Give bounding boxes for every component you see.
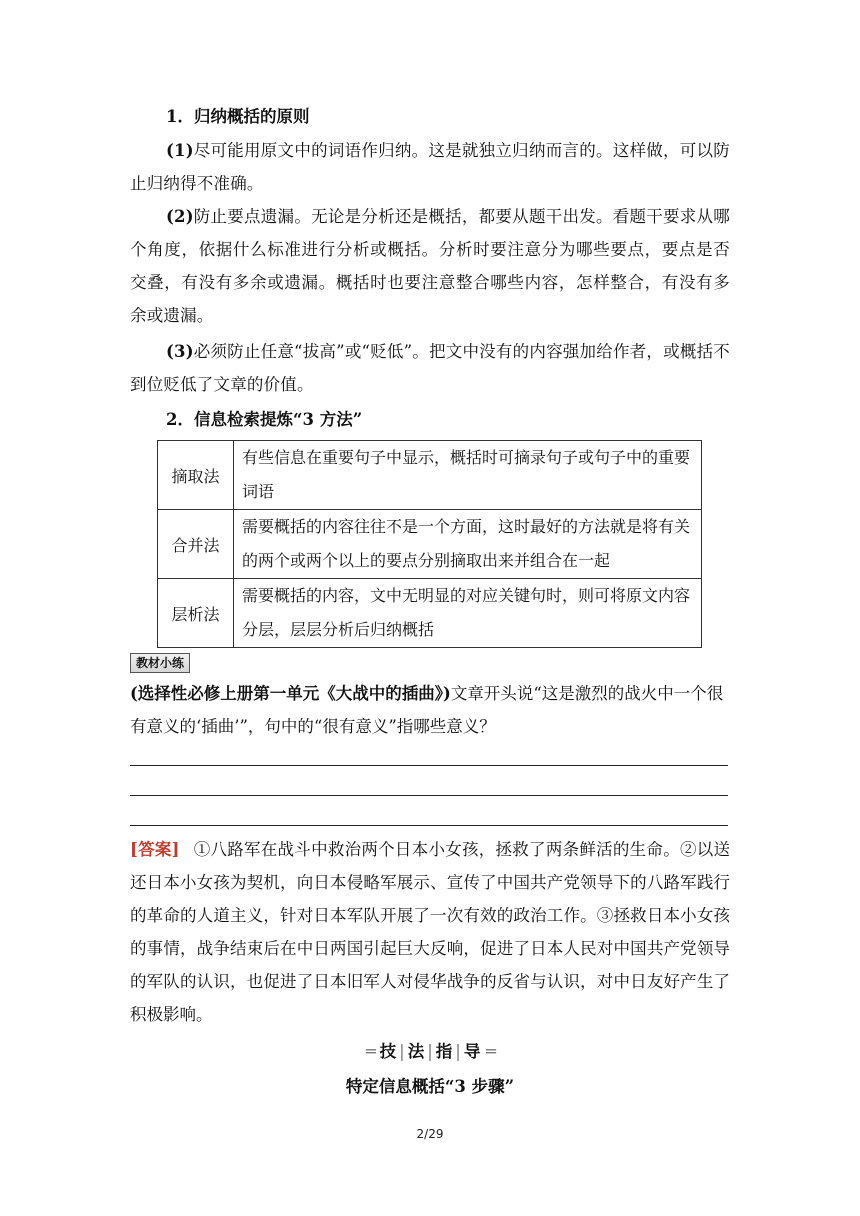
- principle-3-text: 必须防止任意“拔高”或“贬低”。把文中没有的内容强加给作者，或概括不到位贬低了文章的价值。: [130, 342, 730, 394]
- method-name: 合并法: [158, 510, 234, 579]
- principle-1-number: (1): [166, 141, 194, 160]
- answer-line: [130, 825, 728, 826]
- principle-paragraph-3: [130, 335, 730, 401]
- steps-subtitle: 特定信息概括“3 步骤”: [345, 1077, 515, 1096]
- banner-char: 法: [407, 1042, 425, 1061]
- principle-3-number: (3): [166, 342, 194, 361]
- method-description: 需要概括的内容，文中无明显的对应关键句时，则可将原文内容分层，层层分析后归纳概括: [234, 579, 702, 648]
- principle-1-text: 尽可能用原文中的词语作归纳。这是就独立归纳而言的。这样做，可以防止归纳得不准确。: [130, 141, 730, 193]
- method-description: 需要概括的内容往往不是一个方面，这时最好的方法就是将有关的两个或两个以上的要点分别摘取出来并组合在一起: [234, 510, 702, 579]
- exercise-tag: 教材小练: [130, 653, 190, 673]
- principle-paragraph-1: [130, 134, 730, 200]
- banner-left-decoration: ═: [365, 1042, 374, 1061]
- principle-paragraph-2: [130, 200, 730, 332]
- method-name: 层析法: [158, 579, 234, 648]
- banner-separator: |: [427, 1042, 433, 1061]
- table-row: [158, 510, 702, 579]
- method-description: 有些信息在重要句子中显示，概括时可摘录句子或句子中的重要词语: [234, 441, 702, 510]
- exercise-question: [130, 677, 730, 743]
- banner-char: 导: [463, 1042, 481, 1061]
- exercise-source: (选择性必修上册第一单元《大战中的插曲》): [130, 684, 451, 703]
- method-name: 摘取法: [158, 441, 234, 510]
- banner-char: 技: [379, 1042, 397, 1061]
- banner-separator: |: [399, 1042, 405, 1061]
- technique-banner: [0, 1038, 860, 1062]
- exercise-question-text: 文章开头说“这是激烈的战火中一个很有意义的‘插曲’”，句中的“很有意义”指哪些意义？: [130, 684, 724, 736]
- principle-2-number: (2): [166, 207, 194, 226]
- table-row: [158, 441, 702, 510]
- answer-line: [130, 765, 728, 766]
- principle-2-text: 防止要点遗漏。无论是分析还是概括，都要从题干出发。看题干要求从哪个角度，依据什么标准进行分析或概括。分析时要注意分为哪些要点，要点是否交叠，有没有多余或遗漏。概括时也要注意整合哪些内容，怎样整合，有没有多余或遗漏。: [130, 207, 730, 325]
- answer-line: [130, 795, 728, 796]
- section2-heading: 2．信息检索提炼“3 方法”: [166, 410, 363, 429]
- section1-heading: 1．归纳概括的原则: [166, 107, 310, 126]
- banner-separator: |: [455, 1042, 461, 1061]
- answer-label: [答案]: [130, 840, 180, 859]
- page-number: 2/29: [416, 1127, 444, 1141]
- banner-char: 指: [435, 1042, 453, 1061]
- answer-text: ①八路军在战斗中救治两个日本小女孩，拯救了两条鲜活的生命。②以送还日本小女孩为契机，向日本侵略军展示、宣传了中国共产党领导下的八路军践行的革命的人道主义，针对日本军队开展了一次有效的政治工作。③拯救日本小女孩的事情，战争结束后在中日两国引起巨大反响，促进了日本人民对中国共产党领导的军队的认识，也促进了日本旧军人对侵华战争的反省与认识，对中日友好产生了积极影响。: [130, 840, 730, 1024]
- banner-right-decoration: ═: [486, 1042, 495, 1061]
- methods-table: [157, 440, 702, 648]
- table-row: [158, 579, 702, 648]
- answer-block: [130, 833, 730, 1031]
